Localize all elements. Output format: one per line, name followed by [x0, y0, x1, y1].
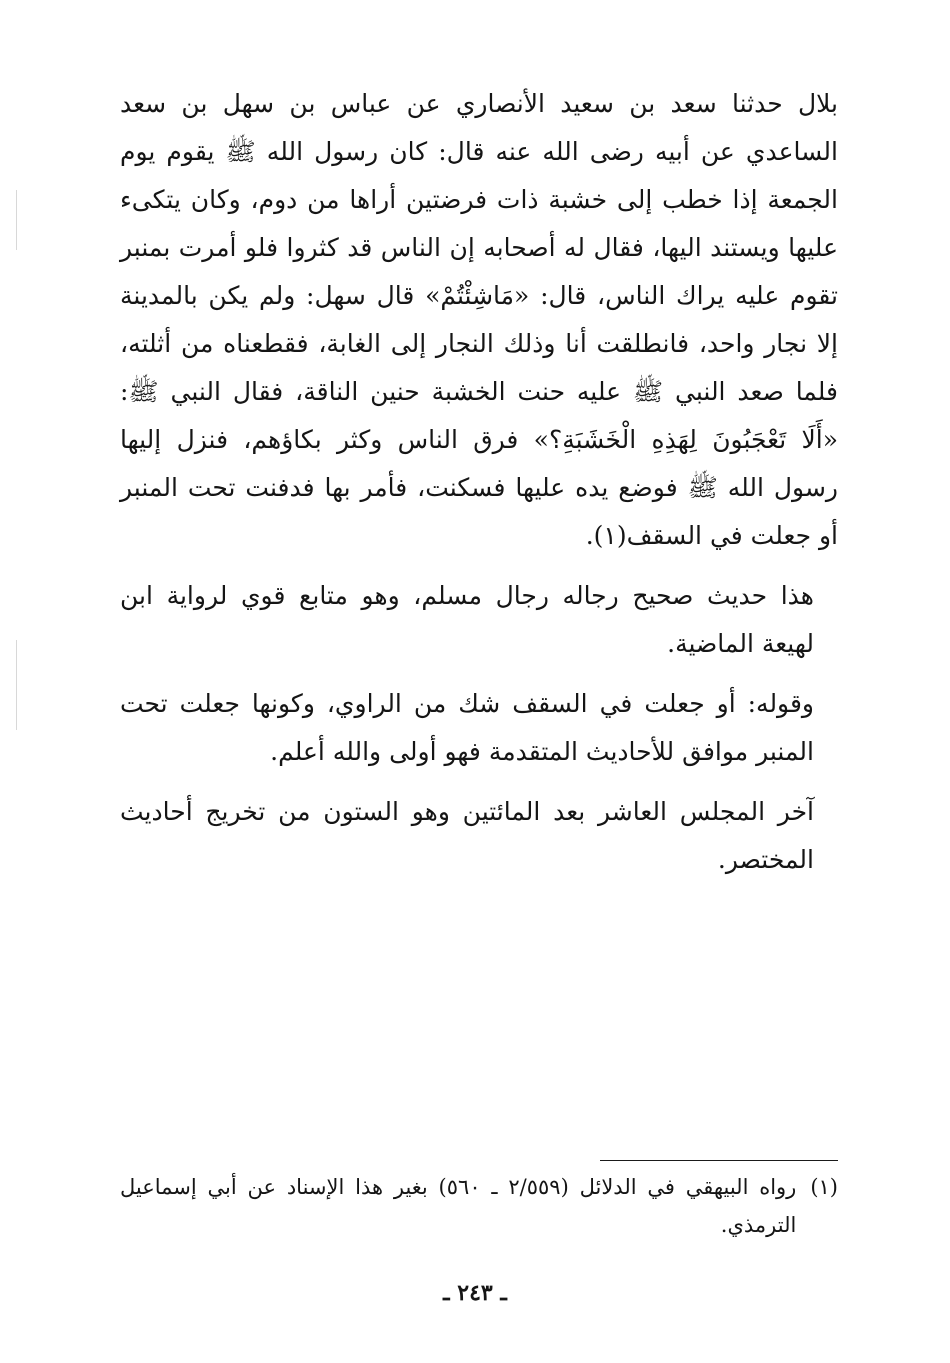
footnote	[120, 1168, 838, 1244]
page-number: ـ ٢٤٣ ـ	[443, 1280, 507, 1306]
paragraph-commentary: وقوله: أو جعلت في السقف شك من الراوي، وكونها جعلت تحت المنبر موافق للأحاديث المتقدمة فهو أولى والله أعلم.	[120, 689, 814, 766]
footnote-marker: (١)	[810, 1175, 838, 1199]
footnote-text: رواه البيهقي في الدلائل (٢/٥٥٩ ـ ٥٦٠) بغير هذا الإسناد عن أبي إسماعيل الترمذي.	[120, 1175, 797, 1237]
footnote-separator	[600, 1160, 838, 1161]
paragraph-hadith: بلال حدثنا سعد بن سعيد الأنصاري عن عباس بن سهل بن سعد الساعدي عن أبيه رضى الله عنه قال: كان رسول الله ﷺ يقوم يوم الجمعة إذا خطب إلى خشبة ذات فرضتين أراها من دوم، وكان يتكىء عليها ويستند اليها، فقال له أصحابه إن الناس قد كثروا فلو أمرت بمنبر تقوم عليه يراك الناس، قال: «مَاشِئْتُمْ» قال سهل: ولم يكن بالمدينة إلا نجار واحد، فانطلقت أنا وذلك النجار إلى الغابة، فقطعناه من أثلته، فلما صعد النبي ﷺ عليه حنت الخشبة حنين الناقة، فقال النبي ﷺ: «أَلَا تَعْجَبُونَ لِهَذِهِ الْخَشَبَةِ؟» فرق الناس وكثر بكاؤهم، فنزل إليها رسول الله ﷺ فوضع يده عليها فسكنت، فأمر بها فدفنت تحت المنبر أو جعلت في السقف(١).	[120, 89, 838, 550]
main-text-block	[120, 80, 838, 896]
paragraph-grading: هذا حديث صحيح رجاله رجال مسلم، وهو متابع قوي لرواية ابن لهيعة الماضية.	[120, 581, 814, 658]
paragraph-session-end: آخر المجلس العاشر بعد المائتين وهو الستون من تخريج أحاديث المختصر.	[120, 797, 814, 874]
scan-edge-mark	[16, 640, 17, 730]
scan-edge-mark	[16, 190, 17, 250]
